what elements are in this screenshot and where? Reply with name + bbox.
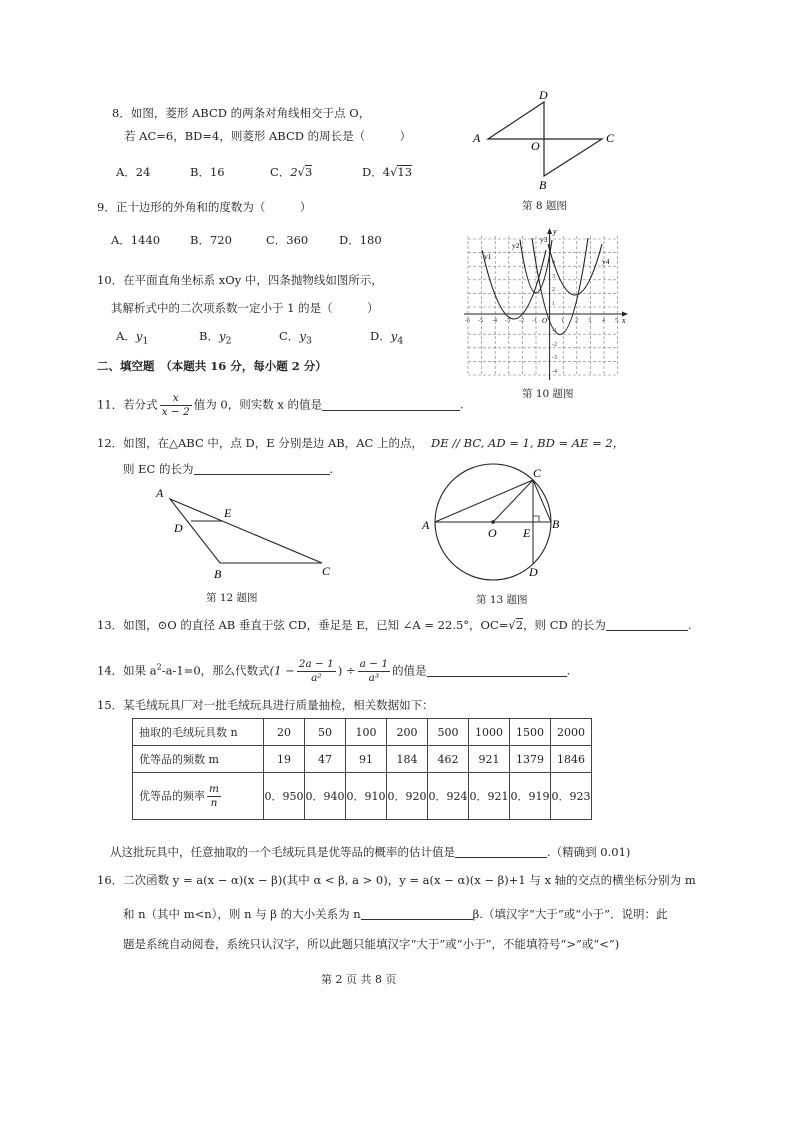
svg-text:y2: y2 [512, 241, 520, 250]
q13: 13．如图，⊙O 的直径 AB 垂直于弦 CD，垂足是 E，已知 ∠A = 22.5°，OC=√2，则 CD 的长为 . [97, 618, 692, 632]
q11: 11．若分式 $\frac{x}{x - 2}$ 值为 0，则实数 x 的值是 . [97, 392, 464, 418]
label-d: D [539, 88, 548, 102]
q10-option-c: C．$y_3$ [279, 329, 312, 347]
triangle-figure [148, 484, 348, 584]
svg-text:3: 3 [552, 274, 555, 280]
svg-text:4: 4 [552, 260, 555, 266]
svg-text:B: B [214, 567, 222, 581]
parabola-y4 [548, 244, 602, 295]
svg-text:2: 2 [552, 287, 555, 293]
table-row: 抽取的毛绒玩具数 n 20 50 100 200 500 1000 1500 2000 [133, 719, 592, 746]
svg-text:5: 5 [615, 318, 618, 324]
page-footer: 第 2 页 共 8 页 [321, 973, 397, 986]
fig12-caption: 第 12 题图 [206, 592, 258, 604]
answer-blank[interactable] [194, 462, 330, 475]
parabola-y1 [482, 250, 546, 319]
q16-line3: 题是系统自动阅卷，系统只认汉字，所以此题只能填汉字“大于”或“小于”，不能填符号“>”或“<”) [123, 937, 620, 951]
svg-text:-6: -6 [465, 318, 470, 324]
answer-blank[interactable] [606, 618, 688, 631]
label-c: C [606, 131, 615, 145]
frequency-table [132, 718, 592, 820]
svg-text:-3: -3 [505, 318, 510, 324]
q10-line2: 其解析式中的二次项系数一定小于 1 的是（ ） [111, 301, 379, 315]
svg-text:-5: -5 [478, 318, 483, 324]
svg-text:-1: -1 [552, 328, 557, 334]
svg-text:D: D [529, 565, 538, 579]
section-heading: 二、填空题 （本题共 16 分，每小题 2 分） [97, 359, 327, 373]
svg-text:D: D [174, 521, 183, 535]
answer-blank[interactable] [361, 907, 473, 920]
axis-x-label: x [622, 316, 626, 325]
svg-text:-4: -4 [552, 369, 557, 375]
svg-text:y3: y3 [540, 235, 548, 244]
svg-text:C: C [533, 466, 542, 480]
q16-line1: 16．二次函数 y = a(x − α)(x − β)(其中 α < β, a > 0)，y = a(x − α)(x − β)+1 与 x 轴的交点的横坐标分别为 m [97, 873, 696, 887]
answer-blank[interactable] [455, 845, 547, 858]
q9-text: 9．正十边形的外角和的度数为（ ） [97, 200, 312, 214]
q9-option-a: A．1440 [111, 233, 161, 247]
svg-text:-4: -4 [492, 318, 497, 324]
label-o: O [531, 139, 540, 153]
svg-text:1: 1 [561, 318, 564, 324]
q8-option-a: A．24 [116, 165, 151, 179]
svg-text:-3: -3 [552, 355, 557, 361]
q8-line1: 8．如图，菱形 ABCD 的两条对角线相交于点 O， [112, 106, 371, 120]
svg-text:-2: -2 [519, 318, 524, 324]
origin-label: O [542, 317, 548, 325]
answer-blank[interactable] [322, 398, 460, 411]
svg-text:O: O [488, 526, 497, 540]
circle-figure [416, 462, 566, 592]
q8-line2: 若 AC=6，BD=4，则菱形 ABCD 的周长是（ ） [124, 129, 412, 143]
q8-option-b: B．16 [190, 165, 225, 179]
q8-option-d: D．4√13 [362, 165, 413, 179]
q10-option-a: A．$y_1$ [116, 329, 149, 347]
q10-option-b: B．$y_2$ [199, 329, 232, 347]
q16-line2: 和 n（其中 m<n），则 n 与 β 的大小关系为 n β.（填汉字“大于”或“小于”．说明：此 [123, 907, 668, 921]
label-b: B [539, 178, 547, 192]
svg-text:y4: y4 [602, 257, 610, 266]
svg-text:C: C [322, 564, 331, 578]
svg-text:-2: -2 [552, 342, 557, 348]
svg-text:-1: -1 [532, 318, 537, 324]
q10-option-d: D．$y_4$ [370, 329, 404, 347]
table-row: 优等品的频数 m 19 47 91 184 462 921 1379 1846 [133, 746, 592, 773]
q8-option-c: C．2√3 [270, 165, 313, 179]
fig10-caption: 第 10 题图 [522, 388, 574, 400]
q10-line1: 10．在平面直角坐标系 xOy 中，四条抛物线如图所示， [97, 273, 383, 287]
q15-followup: 从这批玩具中，任意抽取的一个毛绒玩具是优等品的概率的估计值是 .（精确到 0.01) [110, 845, 631, 859]
q14: 14．如果 $a^2-a-1=0$，那么代数式(1 − $\frac{2a - 1}{\text{a²}}$ ) ÷ $\frac{a - 1}{\text{a³}}$ 的值是 . [97, 658, 571, 684]
svg-text:B: B [552, 517, 560, 531]
parabola-figure [462, 226, 632, 382]
svg-text:4: 4 [602, 318, 605, 324]
q9-option-c: C．360 [266, 233, 309, 247]
fig13-caption: 第 13 题图 [476, 594, 528, 606]
svg-text:A: A [156, 486, 164, 500]
answer-blank[interactable] [427, 664, 567, 677]
fig8-caption: 第 8 题图 [522, 200, 567, 212]
svg-text:E: E [224, 506, 232, 520]
table-row: 优等品的频率 $\frac{m}{n}$ 0．950 0．940 0．910 0．920 0．924 0．921 0．919 0．923 [133, 773, 592, 820]
rhombus-figure [468, 86, 618, 216]
q11-fraction: $\frac{x}{x - 2}$ [161, 392, 190, 418]
q12-line1: 12．如图，在△ABC 中，点 D，E 分别是边 AB，AC 上的点， DE // BC, AD = 1, BD = AE = 2， [97, 436, 625, 450]
svg-text:A: A [422, 518, 430, 532]
svg-text:2: 2 [575, 318, 578, 324]
svg-text:y1: y1 [484, 252, 492, 261]
svg-text:1: 1 [552, 301, 555, 307]
axis-y-label: y [553, 227, 557, 236]
q9-option-d: D．180 [339, 233, 382, 247]
svg-text:3: 3 [588, 318, 591, 324]
q15-text: 15．某毛绒玩具厂对一批毛绒玩具进行质量抽检，相关数据如下： [97, 698, 434, 712]
svg-text:E: E [523, 526, 531, 540]
label-a: A [473, 131, 481, 145]
q12-line2: 则 EC 的长为 . [123, 462, 334, 476]
q9-option-b: B．720 [190, 233, 232, 247]
